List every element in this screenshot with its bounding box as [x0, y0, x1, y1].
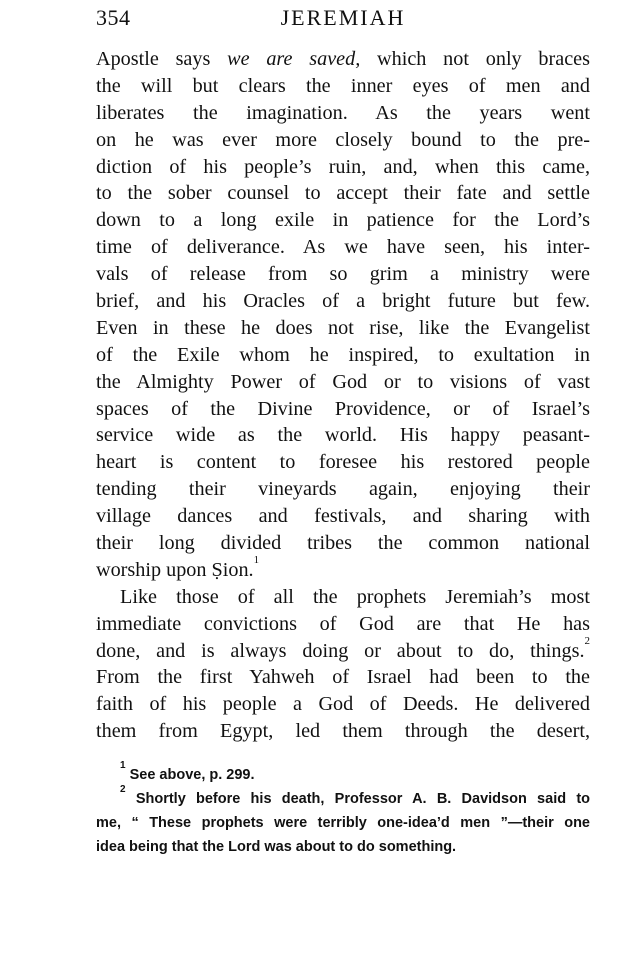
text-line: of the Exile whom he inspired, to exultation in	[96, 343, 590, 366]
text-line: brief, and his Oracles of a bright future but few.	[96, 290, 590, 313]
text-line: tending their vineyards again, enjoying their	[96, 478, 590, 501]
text-line: village dances and festivals, and sharing with	[96, 505, 590, 528]
footnote-mark: 2	[120, 784, 126, 795]
text-line: Even in these he does not rise, like the Evangelist	[96, 316, 590, 339]
footnote-line: me, “ These prophets were terribly one-idea’d men ”—their one	[96, 815, 590, 831]
text-line: liberates the imagination. As the years went	[96, 101, 590, 124]
footnote-ref: 1	[253, 553, 260, 566]
text-line: Apostle says we are saved, which not only braces	[96, 48, 590, 70]
text-line: time of deliverance. As we have seen, his inter-	[96, 236, 590, 259]
running-title: JEREMIAH	[280, 5, 406, 30]
text-line: the will but clears the inner eyes of men and	[96, 74, 590, 97]
text-line: to the sober counsel to accept their fate and settle	[96, 182, 590, 205]
text-line: worship upon Ṣion.$^1$	[96, 553, 260, 581]
text-line: their long divided tribes the common national	[96, 532, 590, 555]
running-header	[96, 4, 590, 32]
text-line: faith of his people a God of Deeds. He delivered	[96, 693, 590, 716]
text-line: vals of release from so grim a ministry were	[96, 263, 590, 286]
text-line: them from Egypt, led them through the desert,	[96, 720, 590, 743]
page-number: 354	[96, 5, 131, 30]
footnotes	[96, 760, 591, 859]
footnote-ref: 2	[584, 634, 590, 647]
text-line: immediate convictions of God are that He has	[96, 612, 590, 635]
text-line: done, and is always doing or about to do, things.$^2$	[96, 634, 590, 662]
paragraph-start-line: Like those of all the prophets Jeremiah’s most	[120, 585, 590, 608]
footnote: $^1$ See above, p. 299.	[120, 760, 255, 783]
text-line: spaces of the Divine Providence, or of Israel’s	[96, 397, 590, 420]
text-line: heart is content to foresee his restored people	[96, 451, 590, 474]
text-line: the Almighty Power of God or to visions of vast	[96, 370, 590, 393]
footnote: $^2$ Shortly before his death, Professor A. B. Davidson said to	[120, 784, 591, 807]
text-line: diction of his people’s ruin, and, when this came,	[96, 155, 590, 178]
text-line: down to a long exile in patience for the Lord’s	[96, 209, 590, 232]
body-text	[96, 46, 590, 745]
text-line: service wide as the world. His happy peasant-	[96, 424, 590, 447]
text-line: on he was ever more closely bound to the pre-	[96, 128, 590, 151]
text-line: From the first Yahweh of Israel had been to the	[96, 666, 590, 689]
italic-phrase: we are saved,	[227, 48, 361, 70]
footnote-line: idea being that the Lord was about to do something.	[96, 839, 457, 855]
footnote-mark: 1	[120, 760, 126, 771]
